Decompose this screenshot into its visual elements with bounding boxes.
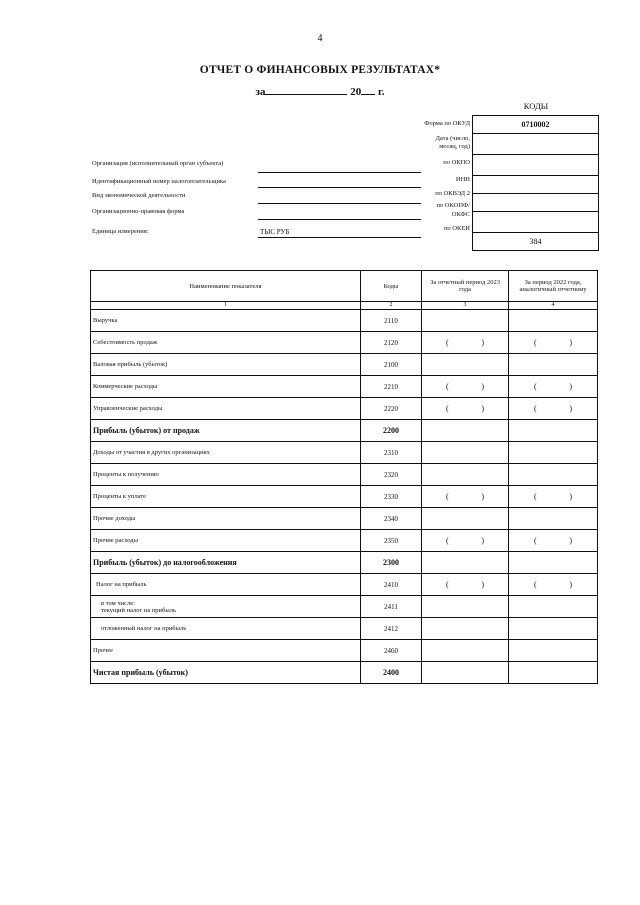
codes-box (472, 115, 599, 251)
paren-close: ) (481, 492, 485, 501)
parentheses (534, 338, 572, 347)
table-row (91, 508, 598, 530)
okopf-okfs-code[interactable] (473, 212, 598, 233)
col-number: 4 (509, 302, 598, 310)
paren-close: ) (481, 580, 485, 589)
current-period-value[interactable] (422, 552, 509, 574)
row-code: 2411 (360, 596, 421, 618)
row-name: Прибыль (убыток) до налогообложения (91, 552, 361, 574)
current-period-value[interactable] (422, 442, 509, 464)
table-row (91, 332, 598, 354)
table-row (91, 442, 598, 464)
org-field-line[interactable] (258, 172, 421, 173)
header-code: Коды (360, 271, 421, 302)
paren-open: ( (446, 492, 449, 501)
current-period-value[interactable] (422, 618, 509, 640)
row-code: 2200 (360, 420, 421, 442)
previous-period-value[interactable] (509, 508, 598, 530)
paren-open: ( (534, 382, 537, 391)
parentheses (446, 492, 484, 501)
row-code: 2350 (360, 530, 421, 552)
header-previous: За период 2022 года, аналогичный отчетному (509, 271, 598, 302)
paren-open: ( (446, 536, 449, 545)
row-code: 2110 (360, 310, 421, 332)
current-period-value[interactable] (422, 420, 509, 442)
row-name: Коммерческие расходы (91, 376, 361, 398)
parentheses (446, 338, 484, 347)
paren-open: ( (534, 580, 537, 589)
paren-close: ) (481, 382, 485, 391)
taxid-field-line[interactable] (258, 187, 421, 188)
previous-period-value[interactable] (509, 640, 598, 662)
period-suffix: г. (377, 86, 385, 98)
row-name: Выручка (91, 310, 361, 332)
okved-code[interactable] (473, 194, 598, 212)
paren-close: ) (481, 404, 485, 413)
previous-period-value[interactable] (509, 442, 598, 464)
okud-code: 0710002 (473, 116, 598, 134)
paren-open: ( (446, 382, 449, 391)
current-period-value[interactable] (422, 376, 509, 398)
previous-period-value[interactable] (509, 464, 598, 486)
results-table (90, 270, 598, 684)
row-code: 2300 (360, 552, 421, 574)
okei-code: 384 (529, 237, 542, 246)
row-name: Проценты к получению (91, 464, 361, 486)
col-number: 2 (360, 302, 421, 310)
row-code: 2210 (360, 376, 421, 398)
previous-period-value[interactable] (509, 574, 598, 596)
current-period-value[interactable] (422, 574, 509, 596)
previous-period-value[interactable] (509, 398, 598, 420)
previous-period-value[interactable] (509, 376, 598, 398)
current-period-value[interactable] (422, 398, 509, 420)
header-name: Наименование показателя (91, 271, 361, 302)
paren-open: ( (446, 580, 449, 589)
row-name: Проценты к уплате (91, 486, 361, 508)
parentheses (446, 580, 484, 589)
table-row (91, 552, 598, 574)
parentheses (446, 536, 484, 545)
table-row (91, 530, 598, 552)
codes-header: КОДЫ (523, 101, 549, 111)
inn-code[interactable] (473, 176, 598, 194)
row-code: 2220 (360, 398, 421, 420)
row-code: 2120 (360, 332, 421, 354)
year-blank[interactable] (361, 84, 375, 95)
table-row (91, 464, 598, 486)
row-code: 2412 (360, 618, 421, 640)
legal-form-field-line[interactable] (258, 219, 421, 220)
row-name: Доходы от участия в других организациях (91, 442, 361, 464)
row-code: 2410 (360, 574, 421, 596)
row-code: 2340 (360, 508, 421, 530)
table-row (91, 486, 598, 508)
paren-close: ) (569, 536, 573, 545)
current-period-value[interactable] (422, 310, 509, 332)
report-title: ОТЧЕТ О ФИНАНСОВЫХ РЕЗУЛЬТАТАХ* (199, 64, 441, 76)
previous-period-value[interactable] (509, 354, 598, 376)
paren-open: ( (446, 338, 449, 347)
current-period-value[interactable] (422, 464, 509, 486)
row-name: Прочие доходы (91, 508, 361, 530)
paren-open: ( (534, 492, 537, 501)
parentheses (534, 536, 572, 545)
row-name: Валовая прибыль (убыток) (91, 354, 361, 376)
row-name-line2: текущий налог на прибыль (101, 606, 176, 614)
row-name (91, 596, 361, 618)
row-code: 2310 (360, 442, 421, 464)
col-number: 3 (422, 302, 509, 310)
row-code: 2100 (360, 354, 421, 376)
period-blank[interactable] (265, 84, 347, 95)
okpo-label: по ОКПО (443, 159, 470, 166)
paren-close: ) (569, 338, 573, 347)
paren-close: ) (569, 492, 573, 501)
current-period-value[interactable] (422, 332, 509, 354)
previous-period-value[interactable] (509, 486, 598, 508)
current-period-value[interactable] (422, 662, 509, 684)
date-code[interactable] (473, 134, 598, 155)
paren-close: ) (569, 382, 573, 391)
activity-field-line[interactable] (258, 203, 421, 204)
previous-period-value[interactable] (509, 420, 598, 442)
unit-label: Единица измерения: (92, 228, 149, 235)
previous-period-value[interactable] (509, 552, 598, 574)
table-row (91, 640, 598, 662)
legal-form-label: Организационно-правовая форма (92, 208, 185, 215)
okopf-label: по ОКОПФ/ (436, 202, 470, 209)
parentheses (534, 382, 572, 391)
period-prefix: за (255, 86, 266, 98)
row-code: 2320 (360, 464, 421, 486)
row-name: Налог на прибыль (91, 574, 361, 596)
report-period (0, 84, 640, 98)
okpo-code[interactable] (473, 155, 598, 176)
table-row (91, 376, 598, 398)
parentheses (446, 382, 484, 391)
activity-label: Вид экономической деятельности (92, 192, 186, 199)
paren-open: ( (534, 536, 537, 545)
paren-open: ( (534, 338, 537, 347)
year-prefix: 20 (350, 86, 362, 98)
okved-label: по ОКВЭД 2 (435, 190, 470, 197)
paren-close: ) (569, 580, 573, 589)
current-period-value[interactable] (422, 596, 509, 618)
paren-close: ) (569, 404, 573, 413)
unit-value: ТЫС РУБ (260, 228, 290, 236)
parentheses (534, 404, 572, 413)
previous-period-value[interactable] (509, 662, 598, 684)
current-period-value[interactable] (422, 530, 509, 552)
previous-period-value[interactable] (509, 332, 598, 354)
table-row (91, 662, 598, 684)
okud-label: Форма по ОКУД (424, 120, 470, 127)
parentheses (534, 580, 572, 589)
row-name: Прочие расходы (91, 530, 361, 552)
current-period-value[interactable] (422, 640, 509, 662)
row-name: Прибыль (убыток) от продаж (91, 420, 361, 442)
row-name: Себестоимость продаж (91, 332, 361, 354)
table-row (91, 420, 598, 442)
paren-close: ) (481, 536, 485, 545)
previous-period-value[interactable] (509, 530, 598, 552)
row-code: 2460 (360, 640, 421, 662)
okei-label: по ОКЕИ (443, 225, 470, 232)
date-label-1: Дата (число, (435, 135, 470, 142)
parentheses (446, 404, 484, 413)
row-name: отложенный налог на прибыль (91, 618, 361, 640)
row-code: 2330 (360, 486, 421, 508)
previous-period-value[interactable] (509, 618, 598, 640)
paren-open: ( (446, 404, 449, 413)
taxid-label: Идентификационный номер налогоплательщика (92, 178, 226, 185)
paren-open: ( (534, 404, 537, 413)
paren-close: ) (481, 338, 485, 347)
table-row (91, 574, 598, 596)
column-number-row (91, 302, 598, 310)
previous-period-value[interactable] (509, 596, 598, 618)
table-row (91, 354, 598, 376)
row-code: 2400 (360, 662, 421, 684)
table-row (91, 310, 598, 332)
col-number: 1 (91, 302, 361, 310)
okfs-label: ОКФС (451, 211, 470, 218)
page-number: 4 (317, 33, 323, 44)
current-period-value[interactable] (422, 508, 509, 530)
previous-period-value[interactable] (509, 310, 598, 332)
table-header-row (91, 271, 598, 302)
current-period-value[interactable] (422, 486, 509, 508)
current-period-value[interactable] (422, 354, 509, 376)
row-name: Прочее (91, 640, 361, 662)
org-label: Организация (исполнительный орган субъекта) (92, 160, 224, 167)
row-name: Управленческие расходы (91, 398, 361, 420)
header-current: За отчетный период 2023 года (422, 271, 509, 302)
table-row (91, 596, 598, 618)
unit-field-line (258, 237, 421, 238)
inn-label: ИНН (455, 176, 470, 183)
table-row (91, 618, 598, 640)
date-label-2: месяц, год) (439, 143, 470, 150)
table-row (91, 398, 598, 420)
row-name: Чистая прибыль (убыток) (91, 662, 361, 684)
parentheses (534, 492, 572, 501)
row-name-line1: в том числе: (101, 599, 135, 607)
